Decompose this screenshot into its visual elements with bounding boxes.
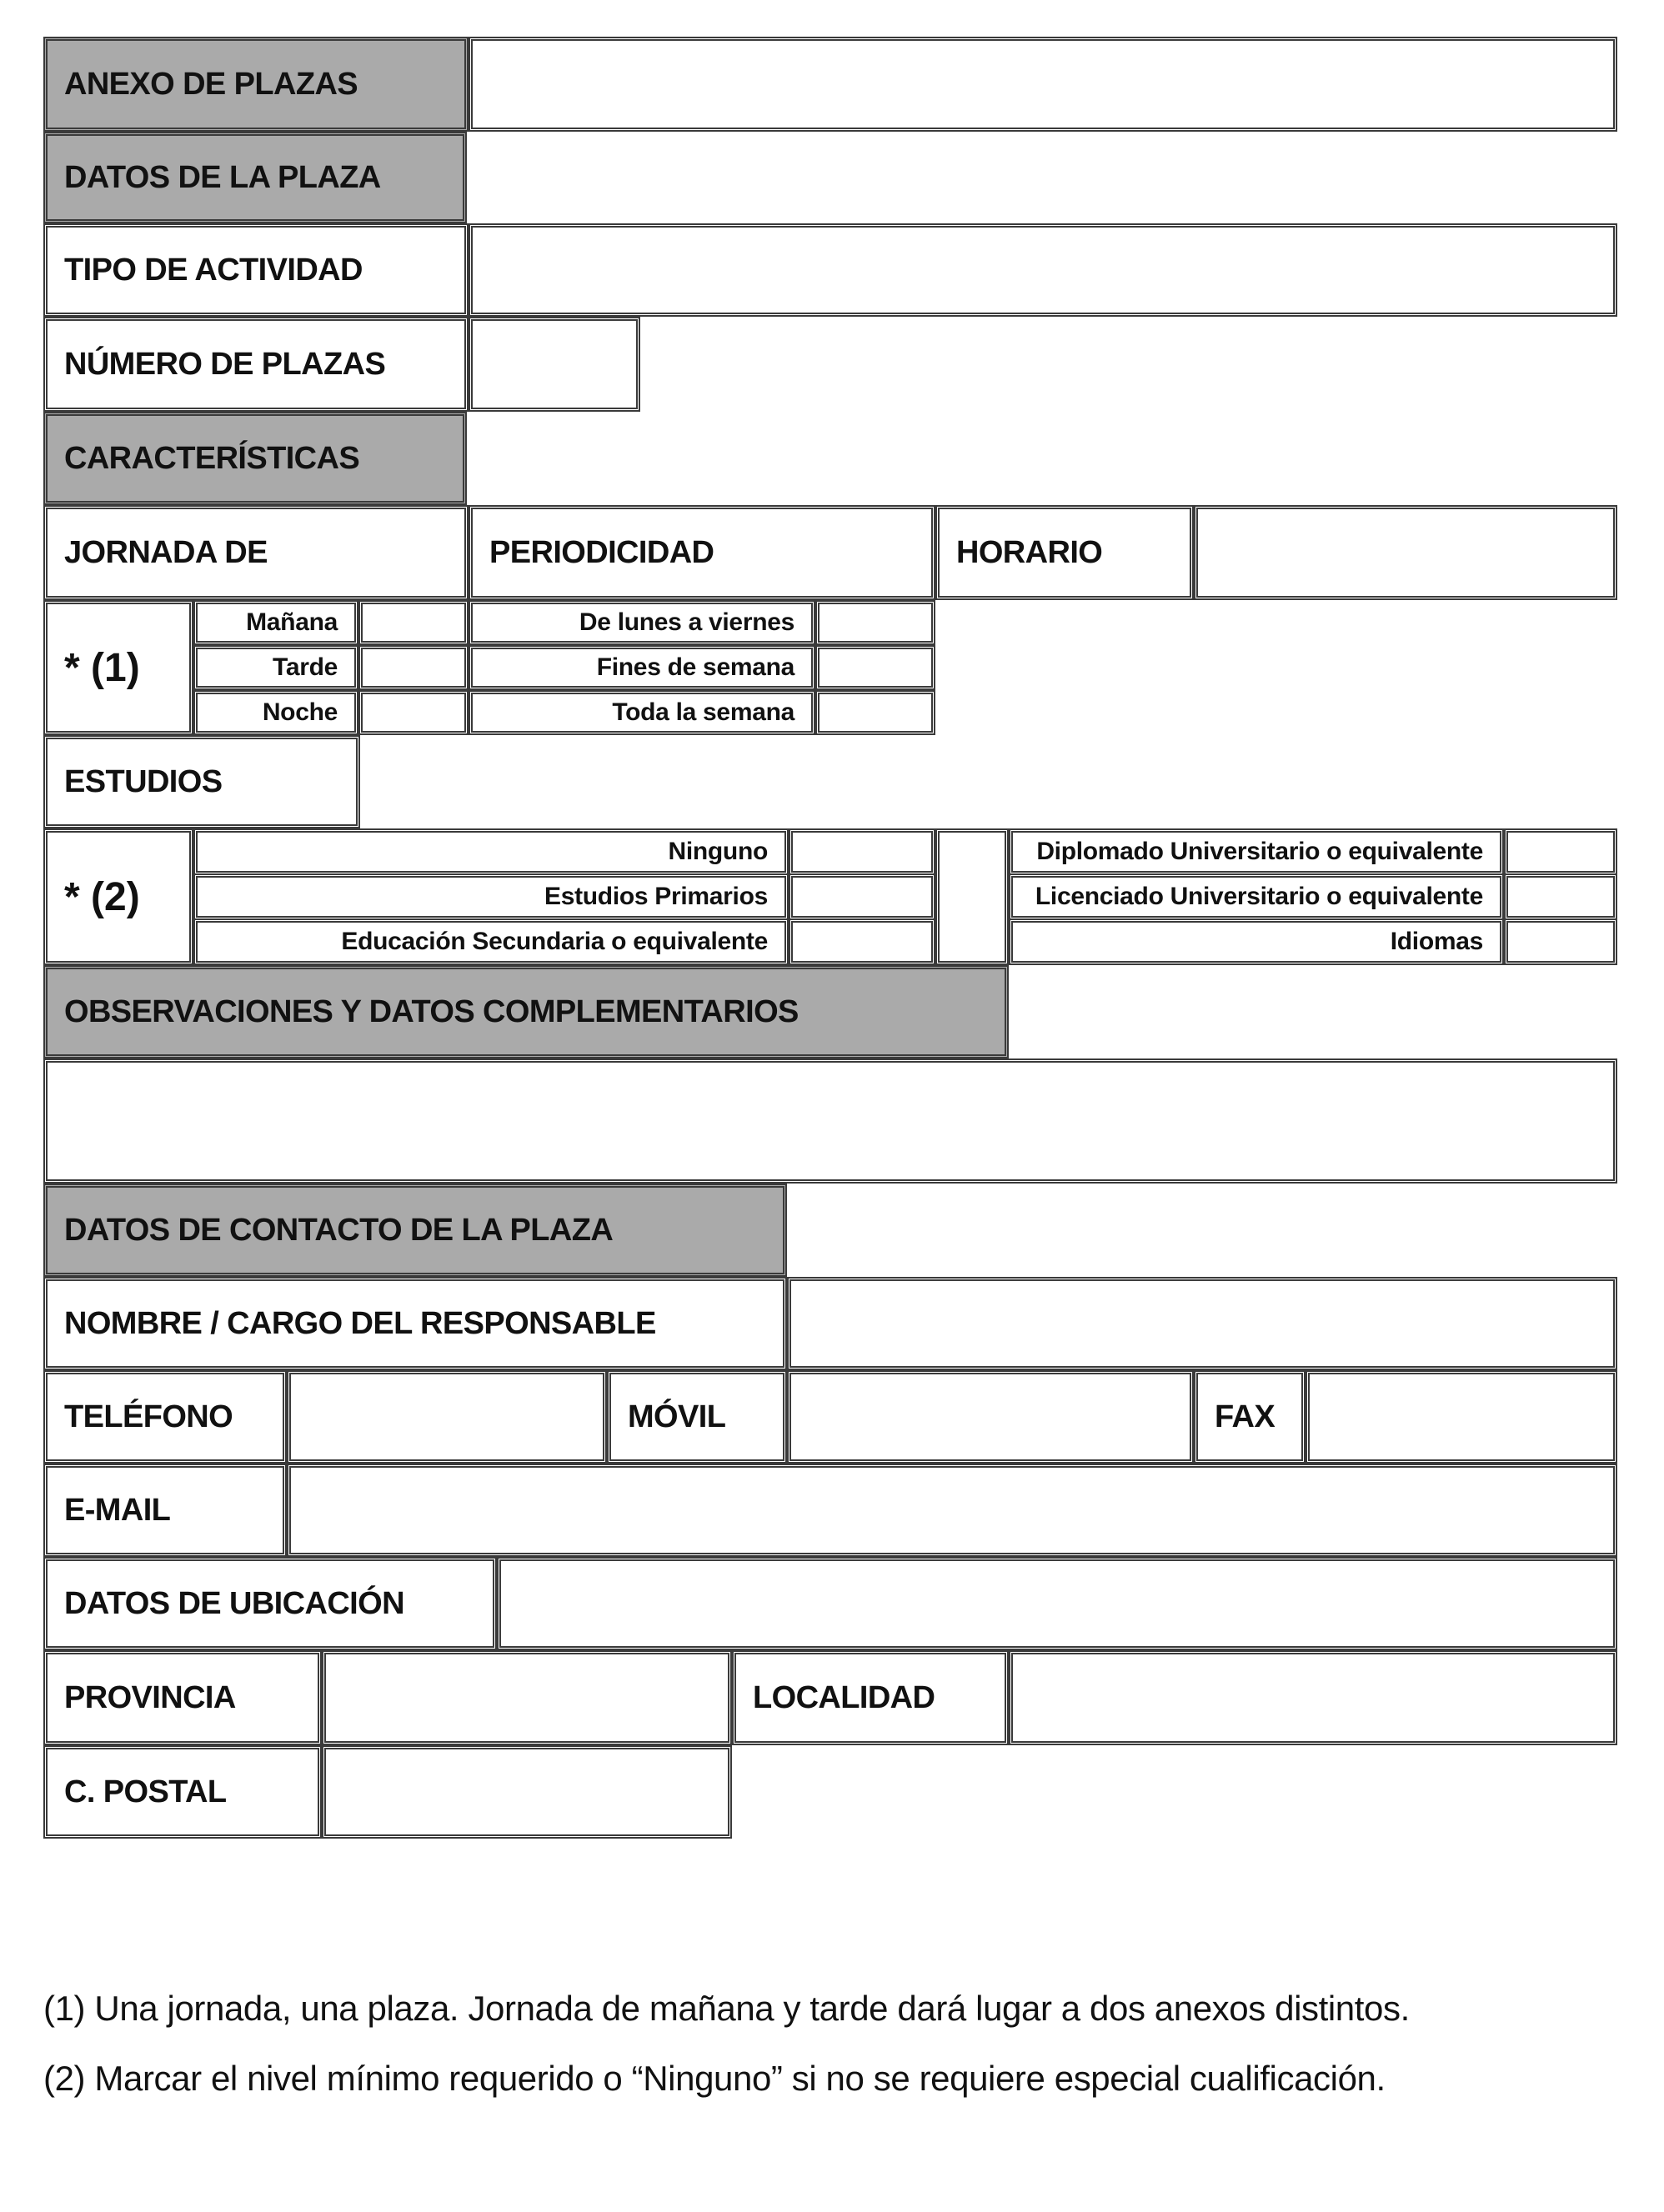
telefono-label: TELÉFONO: [64, 1399, 233, 1434]
estudios-option-label: Estudios Primarios: [544, 883, 768, 910]
estudios-option-label: Educación Secundaria o equivalente: [341, 928, 768, 955]
numero-de-plazas-label: NÚMERO DE PLAZAS: [64, 346, 386, 382]
tipo-de-actividad-label-cell: [43, 223, 469, 317]
periodicidad-option-fines-semana: [469, 645, 815, 690]
tipo-de-actividad-label: TIPO DE ACTIVIDAD: [64, 252, 363, 288]
fax-field[interactable]: [1306, 1370, 1617, 1464]
marker-1-label: * (1): [64, 645, 140, 690]
localidad-label: LOCALIDAD: [753, 1679, 935, 1715]
footnote-2: (2) Marcar el nivel mínimo requerido o “Ninguno” si no se requiere especial cualificación.: [43, 2059, 1386, 2098]
jornada-option-label: Noche: [262, 698, 338, 726]
caracteristicas-header: [43, 412, 467, 505]
datos-de-la-plaza-header: [43, 132, 467, 223]
marker-2-cell: [43, 828, 193, 965]
telefono-field[interactable]: [287, 1370, 607, 1464]
nombre-cargo-field[interactable]: [787, 1277, 1617, 1370]
estudios-option-ninguno: [193, 828, 789, 875]
periodicidad-option-lunes-viernes: [469, 600, 815, 645]
fax-label-cell: [1194, 1370, 1306, 1464]
anexo-de-plazas-header: [43, 37, 469, 132]
anexo-de-plazas-field[interactable]: [469, 37, 1617, 132]
estudios-option-label: Licenciado Universitario o equivalente: [1035, 883, 1483, 910]
jornada-de-label-cell: [43, 505, 469, 600]
estudios-option-label: Ninguno: [668, 838, 768, 865]
c-postal-label: C. POSTAL: [64, 1774, 227, 1809]
jornada-option-manana: [193, 600, 358, 645]
movil-label-cell: [607, 1370, 787, 1464]
datos-ubicacion-label-cell: [43, 1557, 497, 1650]
observaciones-header: [43, 965, 1009, 1058]
provincia-field[interactable]: [322, 1650, 732, 1745]
estudios-licenciado-checkbox[interactable]: [1504, 873, 1617, 920]
horario-field[interactable]: [1194, 505, 1617, 600]
periodicidad-option-label: Toda la semana: [612, 698, 794, 726]
datos-de-la-plaza-label: DATOS DE LA PLAZA: [64, 159, 381, 195]
c-postal-label-cell: [43, 1745, 322, 1839]
estudios-diplomado-checkbox[interactable]: [1504, 828, 1617, 875]
fax-label: FAX: [1215, 1399, 1276, 1434]
periodicidad-lunes-viernes-checkbox[interactable]: [815, 600, 935, 645]
periodicidad-label-cell: [469, 505, 935, 600]
marker-1-cell: [43, 600, 193, 735]
periodicidad-option-label: Fines de semana: [596, 653, 794, 681]
horario-label-cell: [935, 505, 1194, 600]
email-field[interactable]: [287, 1464, 1617, 1557]
jornada-noche-checkbox[interactable]: [358, 690, 469, 735]
estudios-idiomas-checkbox[interactable]: [1504, 918, 1617, 965]
estudios-option-licenciado: [1009, 873, 1504, 920]
estudios-option-idiomas: [1009, 918, 1504, 965]
localidad-field[interactable]: [1009, 1650, 1617, 1745]
datos-ubicacion-field[interactable]: [497, 1557, 1617, 1650]
nombre-cargo-label-cell: [43, 1277, 787, 1370]
jornada-option-label: Tarde: [273, 653, 338, 681]
jornada-tarde-checkbox[interactable]: [358, 645, 469, 690]
marker-2-label: * (2): [64, 874, 140, 919]
periodicidad-fines-semana-checkbox[interactable]: [815, 645, 935, 690]
datos-ubicacion-label: DATOS DE UBICACIÓN: [64, 1585, 404, 1621]
movil-label: MÓVIL: [628, 1399, 726, 1434]
provincia-label: PROVINCIA: [64, 1679, 236, 1715]
numero-de-plazas-label-cell: [43, 317, 469, 412]
provincia-label-cell: [43, 1650, 322, 1745]
caracteristicas-label: CARACTERÍSTICAS: [64, 440, 360, 476]
localidad-label-cell: [732, 1650, 1009, 1745]
observaciones-field[interactable]: [43, 1058, 1617, 1184]
jornada-option-tarde: [193, 645, 358, 690]
periodicidad-option-label: De lunes a viernes: [579, 608, 794, 636]
estudios-secundaria-checkbox[interactable]: [789, 918, 935, 965]
estudios-option-diplomado: [1009, 828, 1504, 875]
estudios-option-label: Diplomado Universitario o equivalente: [1036, 838, 1483, 865]
estudios-option-label: Idiomas: [1390, 928, 1483, 955]
nombre-cargo-label: NOMBRE / CARGO DEL RESPONSABLE: [64, 1305, 656, 1341]
datos-contacto-label: DATOS DE CONTACTO DE LA PLAZA: [64, 1212, 614, 1248]
movil-field[interactable]: [787, 1370, 1194, 1464]
email-label-cell: [43, 1464, 287, 1557]
periodicidad-label: PERIODICIDAD: [489, 534, 714, 570]
estudios-ninguno-checkbox[interactable]: [789, 828, 935, 875]
c-postal-field[interactable]: [322, 1745, 732, 1839]
telefono-label-cell: [43, 1370, 287, 1464]
periodicidad-toda-semana-checkbox[interactable]: [815, 690, 935, 735]
anexo-de-plazas-label: ANEXO DE PLAZAS: [64, 66, 358, 102]
estudios-option-primarios: [193, 873, 789, 920]
jornada-option-label: Mañana: [246, 608, 338, 636]
estudios-label: ESTUDIOS: [64, 763, 223, 799]
observaciones-label: OBSERVACIONES Y DATOS COMPLEMENTARIOS: [64, 993, 799, 1029]
numero-de-plazas-field[interactable]: [469, 317, 640, 412]
tipo-de-actividad-field[interactable]: [469, 223, 1617, 317]
email-label: E-MAIL: [64, 1492, 171, 1528]
jornada-de-label: JORNADA DE: [64, 534, 268, 570]
estudios-label-cell: [43, 735, 360, 828]
jornada-option-noche: [193, 690, 358, 735]
jornada-manana-checkbox[interactable]: [358, 600, 469, 645]
horario-label: HORARIO: [956, 534, 1103, 570]
datos-contacto-header: [43, 1184, 787, 1277]
estudios-option-secundaria: [193, 918, 789, 965]
periodicidad-option-toda-semana: [469, 690, 815, 735]
estudios-primarios-checkbox[interactable]: [789, 873, 935, 920]
estudios-spacer-cell: [935, 828, 1009, 965]
footnote-1: (1) Una jornada, una plaza. Jornada de mañana y tarde dará lugar a dos anexos distintos.: [43, 1989, 1410, 2028]
